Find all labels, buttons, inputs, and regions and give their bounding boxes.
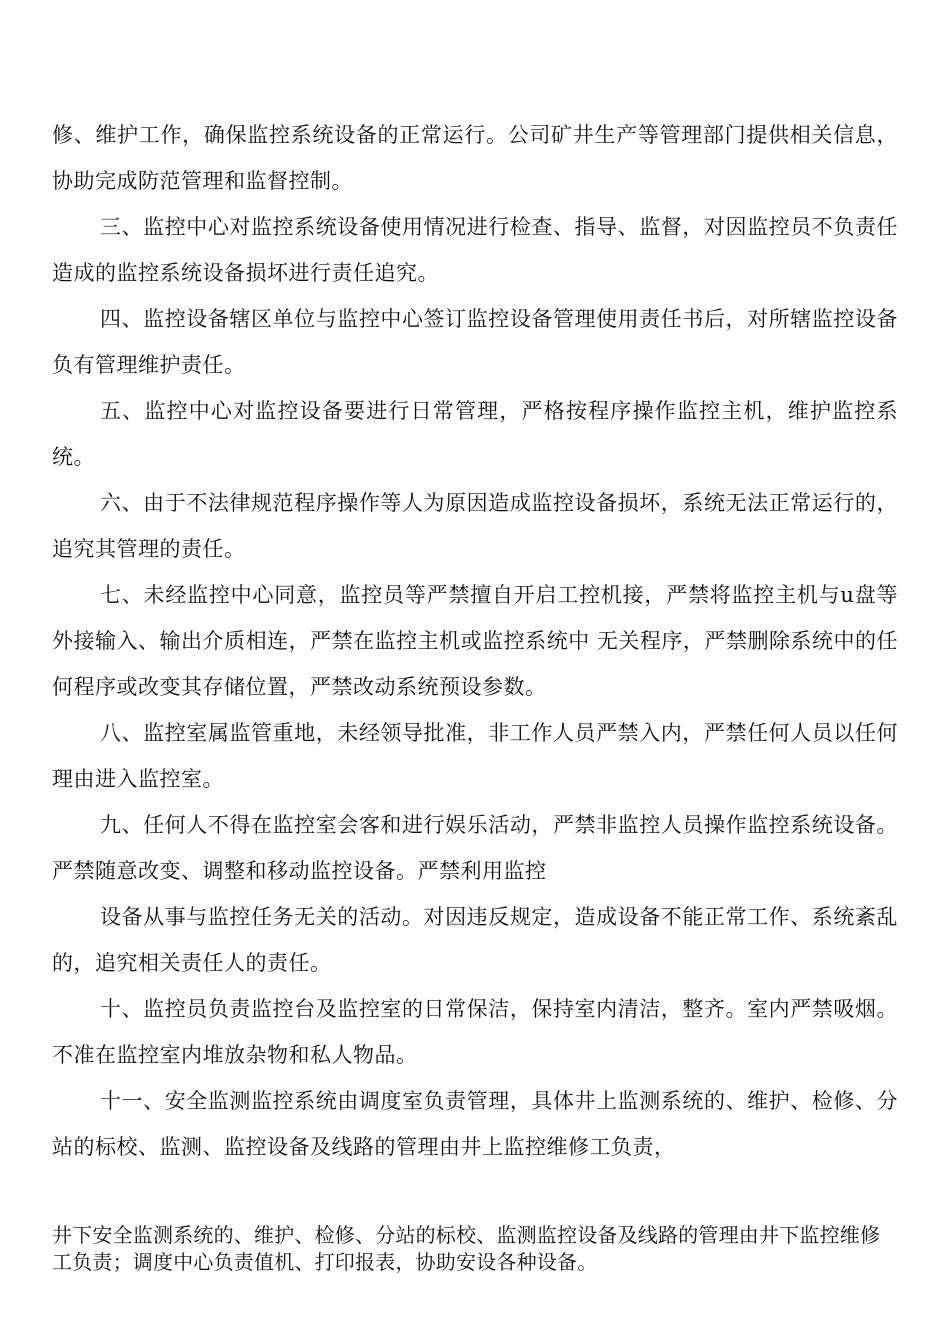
paragraph-item-11: 十一、安全监测监控系统由调度室负责管理，具体井上监测系统的、维护、检修、分站的标校、监测、监控设备及线路的管理由井上监控维修工负责， [52,1089,898,1159]
paragraph-item-3: 三、监控中心对监控系统设备使用情况进行检查、指导、监督，对因监控员不负责任造成的监控系统设备损坏进行责任追究。 [52,215,898,285]
paragraph-item-7: 七、未经监控中心同意，监控员等严禁擅自开启工控机接，严禁将监控主机与u盘等外接输入、输出介质相连，严禁在监控主机或监控系统中 无关程序，严禁删除系统中的任何程序或改变其存储位置，严禁改动系统预设参数。 [52,583,898,699]
paragraph-item-10: 十、监控员负责监控台及监控室的日常保洁，保持室内清洁，整齐。室内严禁吸烟。不准在监控室内堆放杂物和私人物品。 [52,997,898,1067]
paragraph-item-9-continued: 设备从事与监控任务无关的活动。对因违反规定，造成设备不能正常工作、系统紊乱的，追究相关责任人的责任。 [52,905,898,975]
paragraph-underground-maintenance: 井下安全监测系统的、维护、检修、分站的标校、监测监控设备及线路的管理由井下监控维修工负责；调度中心负责值机、打印报表，协助安设各种设备。 [52,1223,881,1274]
paragraph-item-6: 六、由于不法律规范程序操作等人为原因造成监控设备损坏，系统无法正常运行的，追究其管理的责任。 [52,491,898,561]
paragraph-item-5: 五、监控中心对监控设备要进行日常管理，严格按程序操作监控主机，维护监控系统。 [52,399,898,469]
paragraph-item-4: 四、监控设备辖区单位与监控中心签订监控设备管理使用责任书后，对所辖监控设备负有管理维护责任。 [52,307,898,377]
paragraph-maintenance-continued: 修、维护工作，确保监控系统设备的正常运行。公司矿井生产等管理部门提供相关信息，协助完成防范管理和监督控制。 [52,123,898,193]
paragraph-item-9: 九、任何人不得在监控室会客和进行娱乐活动，严禁非监控人员操作监控系统设备。严禁随意改变、调整和移动监控设备。严禁利用监控 [52,813,898,883]
paragraph-item-8: 八、监控室属监管重地，未经领导批准，非工作人员严禁入内，严禁任何人员以任何理由进入监控室。 [52,721,898,791]
document-body [52,112,898,1170]
